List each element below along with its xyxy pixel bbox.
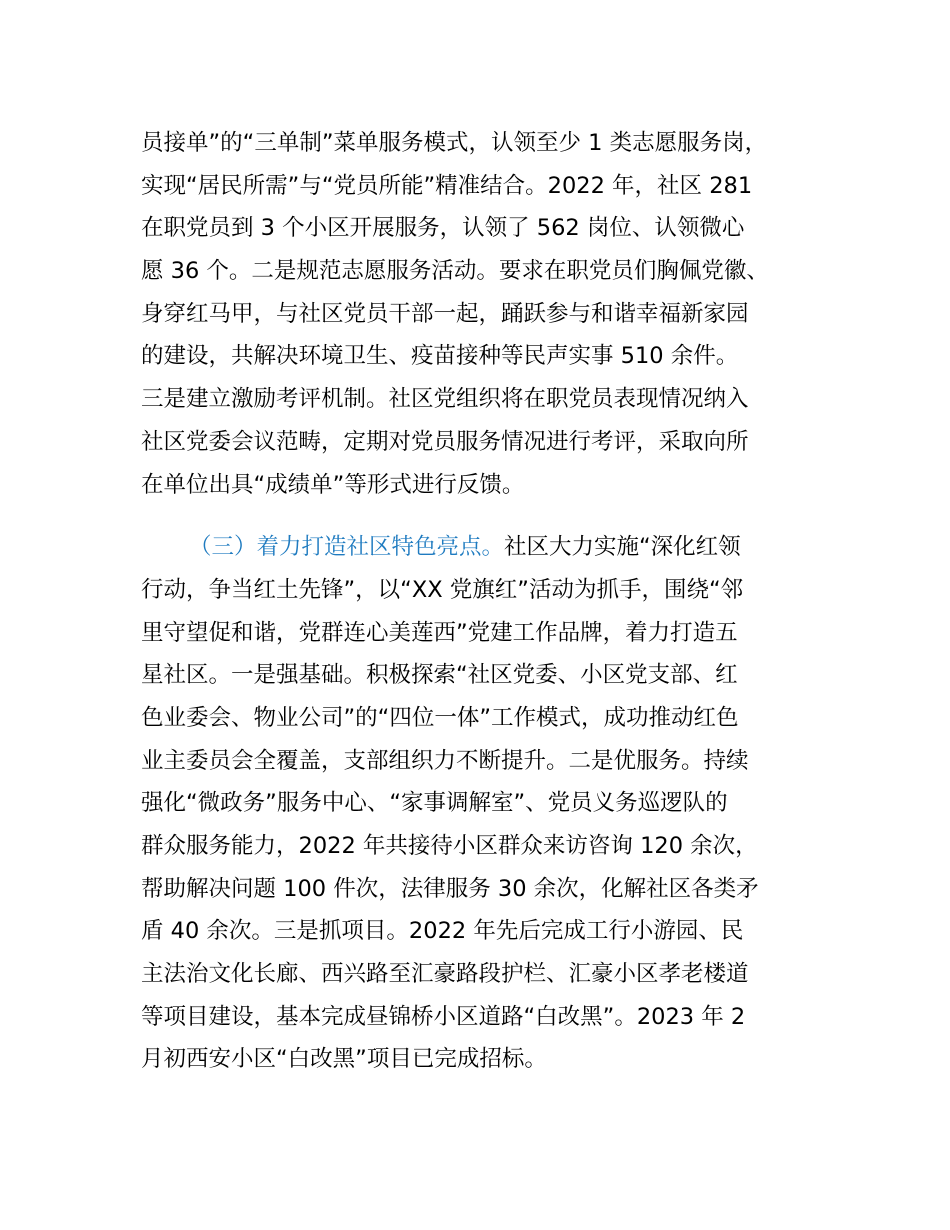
section-heading: （三）着力打造社区特色亮点。 bbox=[189, 534, 505, 561]
paragraph-line: 色业委会、物业公司”的“四位一体”工作模式，成功推动红色 bbox=[141, 704, 739, 731]
paragraph-line: 业主委员会全覆盖，支部组织力不断提升。二是优服务。持续 bbox=[141, 747, 749, 774]
paragraph-line: 行动，争当红土先锋”，以“XX 党旗红”活动为抓手，围绕“邻 bbox=[141, 576, 744, 603]
paragraph-line: 强化“微政务”服务中心、“家事调解室”、党员义务巡逻队的 bbox=[141, 790, 728, 817]
paragraph-line: 在职党员到 3 个小区开展服务，认领了 562 岗位、认领微心 bbox=[141, 215, 745, 242]
paragraph-line: 盾 40 余次。三是抓项目。2022 年先后完成工行小游园、民 bbox=[141, 918, 744, 945]
paragraph-line: 的建设，共解决环境卫生、疫苗接种等民声实事 510 余件。 bbox=[141, 343, 739, 370]
paragraph-line: 群众服务能力，2022 年共接待小区群众来访咨询 120 余次， bbox=[141, 833, 758, 859]
paragraph-line: 月初西安小区“白改黑”项目已完成招标。 bbox=[141, 1046, 547, 1073]
paragraph-line: 主法治文化长廊、西兴路至汇豪路段护栏、汇豪小区孝老楼道 bbox=[141, 961, 749, 988]
paragraph-1 bbox=[141, 122, 841, 506]
paragraph-line: 实现“居民所需”与“党员所能”精准结合。2022 年，社区 281 bbox=[141, 172, 753, 199]
first-line-text: 社区大力实施“深化红领 bbox=[504, 534, 741, 561]
paragraph-line: 员接单”的“三单制”菜单服务模式，认领至少 1 类志愿服务岗， bbox=[141, 130, 768, 156]
paragraph-line: 等项目建设，基本完成昼锦桥小区道路“白改黑”。2023 年 2 bbox=[141, 1003, 746, 1030]
paragraph-spacer bbox=[141, 506, 841, 526]
paragraph-line: 社区党委会议范畴，定期对党员服务情况进行考评，采取向所 bbox=[141, 428, 749, 455]
paragraph-line: 身穿红马甲，与社区党员干部一起，踊跃参与和谐幸福新家园 bbox=[141, 300, 749, 327]
paragraph-line: 帮助解决问题 100 件次，法律服务 30 余次，化解社区各类矛 bbox=[141, 875, 759, 902]
paragraph-first-line bbox=[141, 526, 841, 569]
document-body bbox=[141, 122, 841, 1081]
paragraph-line: 愿 36 个。二是规范志愿服务活动。要求在职党员们胸佩党徽、 bbox=[141, 258, 769, 285]
paragraph-line: 在单位出具“成绩单”等形式进行反馈。 bbox=[141, 471, 525, 498]
paragraph-line: 星社区。一是强基础。积极探索“社区党委、小区党支部、红 bbox=[141, 662, 738, 689]
paragraph-line: 里守望促和谐，党群连心美莲西”党建工作品牌，着力打造五 bbox=[141, 619, 738, 646]
paragraph-line: 三是建立激励考评机制。社区党组织将在职党员表现情况纳入 bbox=[141, 386, 749, 413]
paragraph-2 bbox=[141, 526, 841, 1081]
